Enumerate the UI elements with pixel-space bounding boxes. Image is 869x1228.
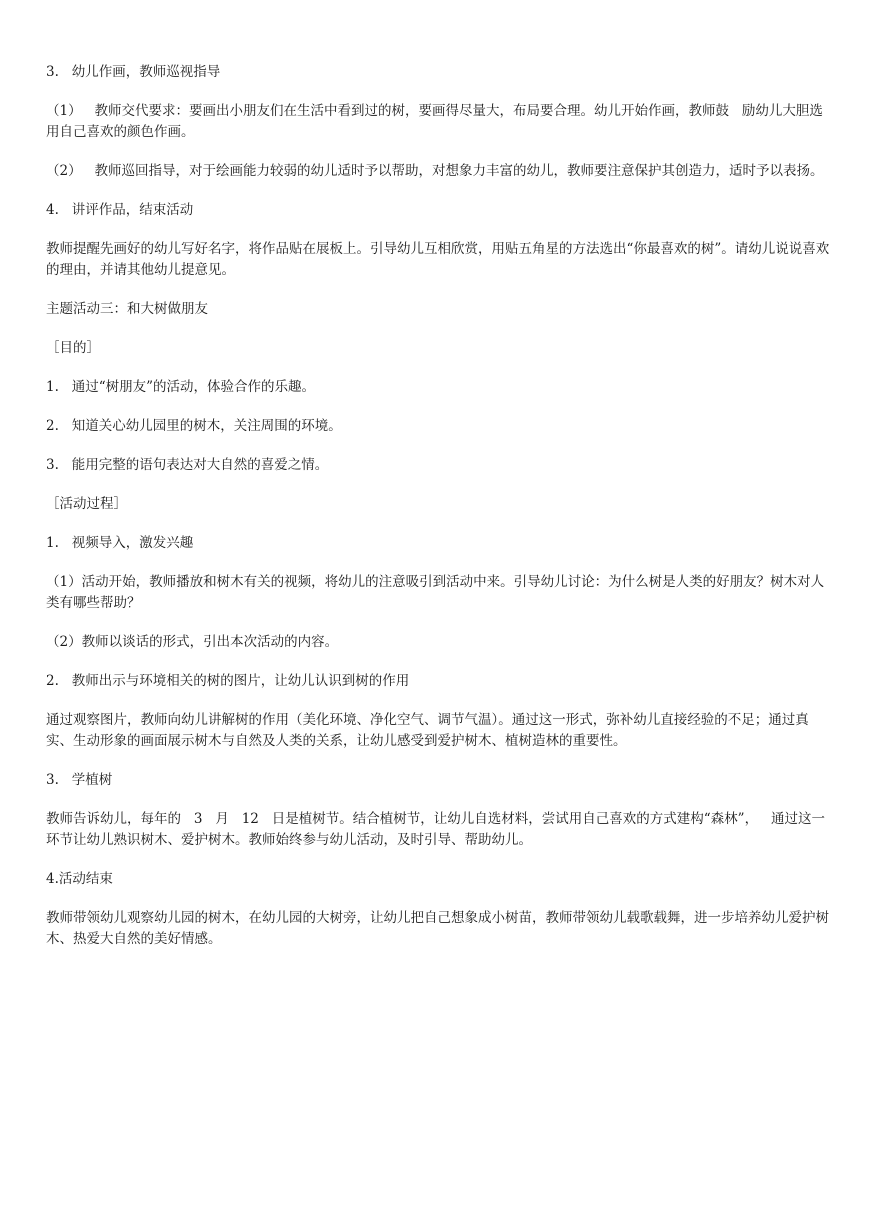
subsection-heading: ［目的］ <box>46 340 100 356</box>
body-paragraph: （2）教师以谈话的形式，引出本次活动的内容。 <box>46 634 339 650</box>
document-page <box>46 62 830 968</box>
body-paragraph: （2） 教师巡回指导，对于绘画能力较弱的幼儿适时予以帮助，对想象力丰富的幼儿，教师要注意保护其创造力，适时予以表扬。 <box>46 163 824 179</box>
subsection-heading: ［活动过程］ <box>46 496 127 512</box>
step-heading: 4.活动结束 <box>46 871 113 887</box>
body-paragraph: 教师提醒先画好的幼儿写好名字，将作品贴在展板上。引导幼儿互相欣赏，用贴五角星的方法选出“你最喜欢的树”。请幼儿说说喜欢的理由，并请其他幼儿提意见。 <box>46 241 830 278</box>
goal-item: 2. 知道关心幼儿园里的树木，关注周围的环境。 <box>46 418 342 434</box>
body-paragraph: 通过观察图片，教师向幼儿讲解树的作用（美化环境、净化空气、调节气温）。通过这一形式，弥补幼儿直接经验的不足；通过真实、生动形象的画面展示树木与自然及人类的关系，让幼儿感受到爱护树木、植树造林的重要性。 <box>46 712 809 749</box>
step-heading: 2. 教师出示与环境相关的树的图片，让幼儿认识到树的作用 <box>46 673 410 689</box>
goal-item: 1. 通过“树朋友”的活动，体验合作的乐趣。 <box>46 379 316 395</box>
body-paragraph: 教师告诉幼儿，每年的 3 月 12 日是植树节。结合植树节，让幼儿自选材料，尝试用自己喜欢的方式建构“森林”， 通过这一环节让幼儿熟识树木、爱护树木。教师始终参与幼儿活动，及时引导、帮助幼儿。 <box>46 811 825 848</box>
body-paragraph: （1） 教师交代要求：要画出小朋友们在生活中看到过的树，要画得尽量大，布局要合理。幼儿开始作画，教师鼓 励幼儿大胆选用自己喜欢的颜色作画。 <box>46 103 823 140</box>
step-heading: 4. 讲评作品，结束活动 <box>46 202 194 218</box>
goal-item: 3. 能用完整的语句表达对大自然的喜爱之情。 <box>46 457 329 473</box>
body-paragraph: 教师带领幼儿观察幼儿园的树木，在幼儿园的大树旁，让幼儿把自己想象成小树苗，教师带领幼儿载歌载舞，进一步培养幼儿爱护树木、热爱大自然的美好情感。 <box>46 910 829 947</box>
section-title: 主题活动三：和大树做朋友 <box>46 301 208 317</box>
step-heading: 3. 幼儿作画，教师巡视指导 <box>46 64 221 80</box>
step-heading: 3. 学植树 <box>46 772 113 788</box>
step-heading: 1. 视频导入，激发兴趣 <box>46 535 194 551</box>
body-paragraph: （1）活动开始，教师播放和树木有关的视频，将幼儿的注意吸引到活动中来。引导幼儿讨论：为什么树是人类的好朋友？树木对人类有哪些帮助？ <box>46 574 825 611</box>
